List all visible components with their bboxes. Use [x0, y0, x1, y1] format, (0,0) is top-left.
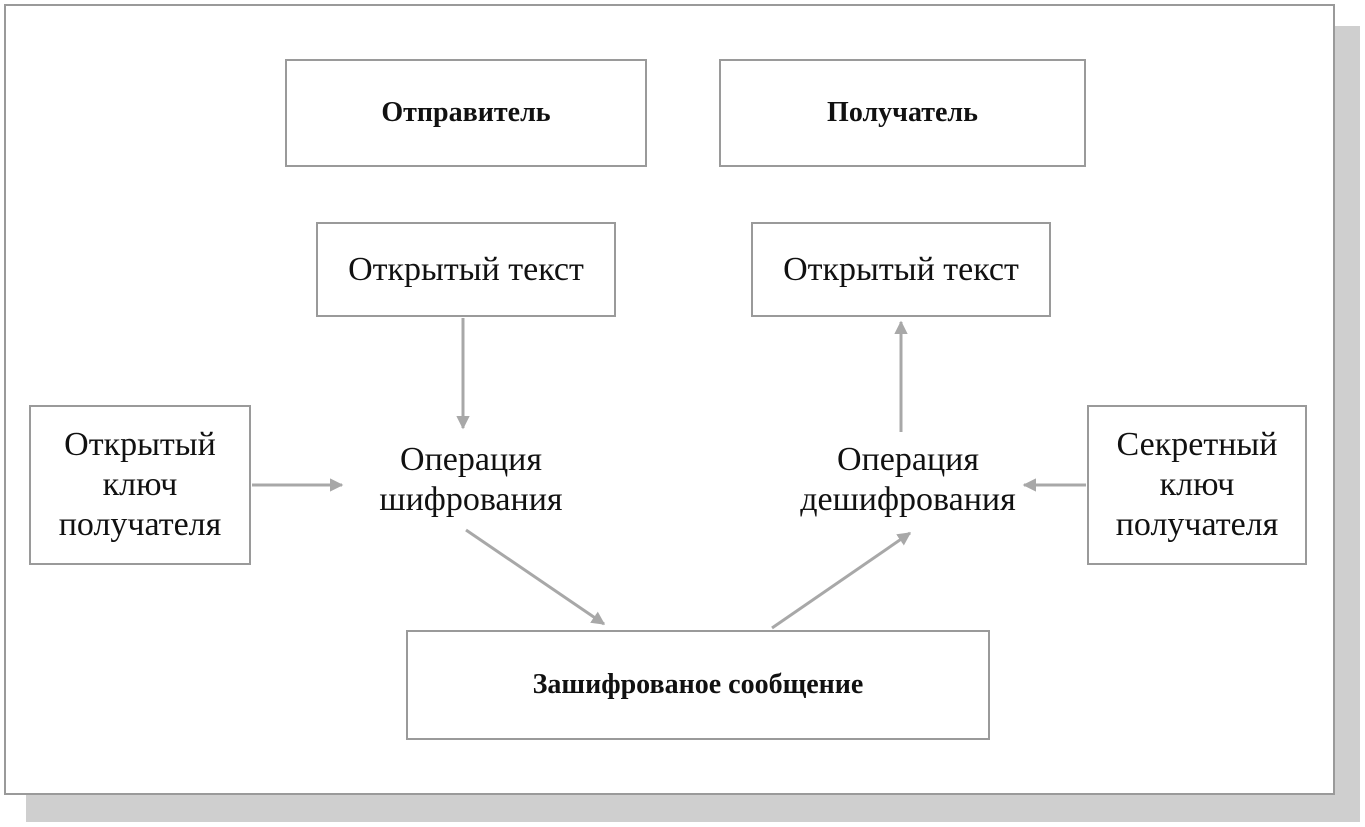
plaintext-right-label: Открытый текст	[783, 250, 1019, 288]
recipient-box	[719, 59, 1086, 167]
decryption-line-1: Операция	[837, 441, 979, 478]
secret-key-label	[1116, 425, 1279, 545]
public-key-label	[59, 425, 222, 545]
plaintext-left-label: Открытый текст	[348, 250, 584, 288]
secret-key-line-3: получателя	[1115, 506, 1279, 543]
public-key-line-2: ключ	[102, 466, 178, 503]
plaintext-right-box	[751, 222, 1051, 317]
plaintext-left-box	[316, 222, 616, 317]
recipient-label: Получатель	[827, 97, 978, 128]
secret-key-box	[1087, 405, 1307, 565]
decryption-operation	[778, 440, 1038, 520]
encryption-line-1: Операция	[400, 441, 542, 478]
decryption-line-2: дешифрования	[800, 481, 1016, 518]
secret-key-line-1: Секретный	[1116, 426, 1278, 463]
sender-label: Отправитель	[381, 97, 551, 128]
public-key-box	[29, 405, 251, 565]
public-key-line-1: Открытый	[64, 426, 216, 463]
public-key-line-3: получателя	[58, 506, 222, 543]
encrypted-message-label: Зашифрованое сообщение	[532, 669, 864, 700]
secret-key-line-2: ключ	[1159, 466, 1235, 503]
encryption-operation	[356, 440, 586, 520]
encrypted-message-box	[406, 630, 990, 740]
sender-box	[285, 59, 647, 167]
encryption-line-2: шифрования	[379, 481, 563, 518]
